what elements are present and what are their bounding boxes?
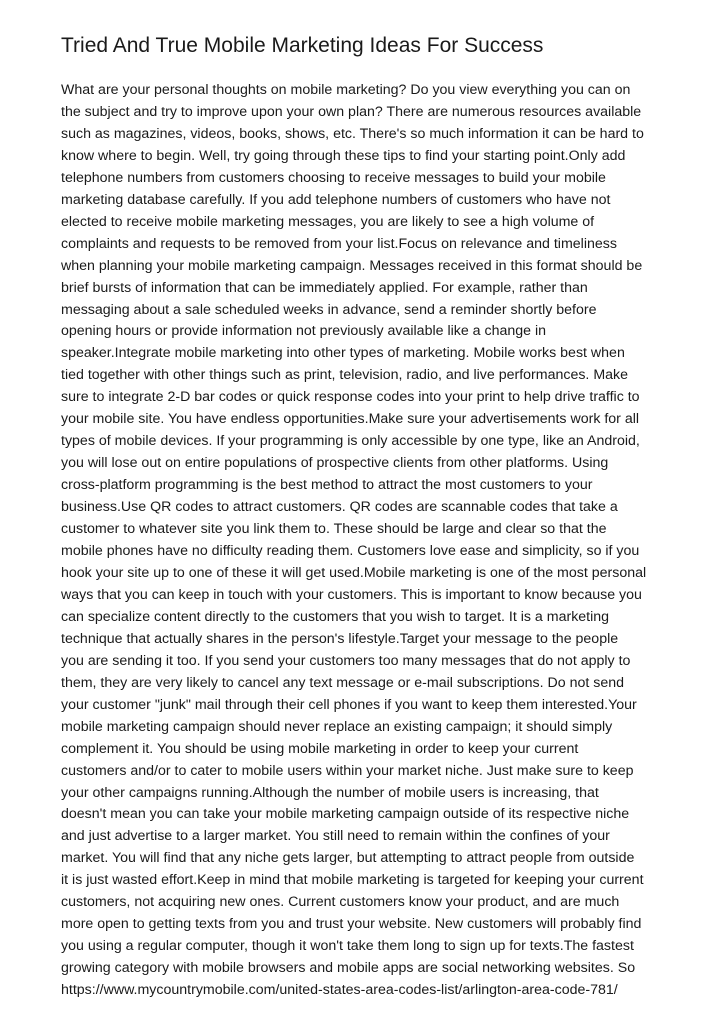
body-line: can specialize content directly to the customers that you wish to target. It is a marketing: [61, 608, 610, 625]
body-line: and just advertise to a larger market. You still need to remain within the confines of your: [61, 828, 610, 845]
body-line: tied together with other things such as print, television, radio, and live performances. Make: [61, 367, 629, 384]
body-line: complaints and requests to be removed from your list.Focus on relevance and timeliness: [61, 235, 617, 252]
body-line: your mobile site. You have endless opportunities.Make sure your advertisements work for all: [61, 411, 640, 428]
body-line: doesn't mean you can take your mobile marketing campaign outside of its respective niche: [61, 806, 630, 823]
body-line: such as magazines, videos, books, shows, etc. There's so much information it can be hard to: [61, 125, 644, 142]
article-body: [61, 80, 661, 1002]
body-line: you using a regular computer, though it won't take them long to sign up for texts.The fastest: [61, 938, 634, 955]
body-line: you will lose out on entire populations of prospective clients from other platforms. Using: [61, 455, 609, 472]
body-line: your other campaigns running.Although the number of mobile users is increasing, that: [61, 784, 599, 801]
body-line: customers and/or to cater to mobile users within your market niche. Just make sure to keep: [61, 762, 634, 779]
body-line: mobile marketing campaign should never replace an existing campaign; it should simply: [61, 718, 613, 735]
body-line: mobile phones have no difficulty reading them. Customers love ease and simplicity, so if you: [61, 543, 640, 560]
body-line: ways that you can keep in touch with your customers. This is important to know because you: [61, 586, 642, 603]
body-line: elected to receive mobile marketing messages, you are likely to see a high volume of: [61, 213, 595, 230]
body-line: them, they are very likely to cancel any text message or e-mail subscriptions. Do not send: [61, 674, 625, 691]
body-line: when planning your mobile marketing campaign. Messages received in this format should be: [61, 257, 643, 274]
body-line: opening hours or provide information not previously available like a change in: [61, 323, 547, 340]
body-line: growing category with mobile browsers and mobile apps are social networking websites. So: [61, 960, 636, 977]
body-line: more open to getting texts from you and trust your website. New customers will probably find: [61, 916, 642, 933]
body-line: What are your personal thoughts on mobile marketing? Do you view everything you can on: [61, 82, 631, 98]
body-line: sure to integrate 2-D bar codes or quick response codes into your print to help drive traffic to: [61, 389, 640, 406]
body-line: customer to whatever site you link them to. These should be large and clear so that the: [61, 521, 607, 538]
body-line: it is just wasted effort.Keep in mind that mobile marketing is targeted for keeping your current: [61, 872, 644, 889]
body-line: marketing database carefully. If you add telephone numbers of customers who have not: [61, 191, 611, 208]
body-line: your customer "junk" mail through their cell phones if you want to keep them interested.Your: [61, 696, 637, 713]
body-line: telephone numbers from customers choosing to receive messages to build your mobile: [61, 169, 606, 186]
body-line: hook your site up to one of these it will get used.Mobile marketing is one of the most personal: [61, 564, 647, 581]
body-line: complement it. You should be using mobile marketing in order to keep your current: [61, 740, 579, 757]
body-line: you are sending it too. If you send your customers too many messages that do not apply to: [61, 652, 631, 669]
body-line: brief bursts of information that can be immediately applied. For example, rather than: [61, 279, 588, 296]
body-line: messaging about a sale scheduled weeks in advance, send a reminder shortly before: [61, 301, 597, 318]
body-line: speaker.Integrate mobile marketing into other types of marketing. Mobile works best when: [61, 345, 625, 362]
body-line: customers, not acquiring new ones. Current customers know your product, and are much: [61, 894, 620, 911]
body-line: https://www.mycountrymobile.com/united-states-area-codes-list/arlington-area-code-781/: [61, 982, 618, 999]
body-line: business.Use QR codes to attract customers. QR codes are scannable codes that take a: [61, 499, 618, 516]
body-line: the subject and try to improve upon your own plan? There are numerous resources available: [61, 103, 642, 120]
body-line: technique that actually shares in the person's lifestyle.Target your message to the people: [61, 630, 619, 647]
body-line: market. You will find that any niche gets larger, but attempting to attract people from outside: [61, 850, 635, 867]
body-line: types of mobile devices. If your programming is only accessible by one type, like an Android,: [61, 433, 640, 450]
body-line: cross-platform programming is the best method to attract the most customers to your: [61, 477, 593, 494]
body-line: know where to begin. Well, try going through these tips to find your starting point.Only add: [61, 147, 626, 164]
page-title: Tried And True Mobile Marketing Ideas For Success: [61, 34, 544, 57]
